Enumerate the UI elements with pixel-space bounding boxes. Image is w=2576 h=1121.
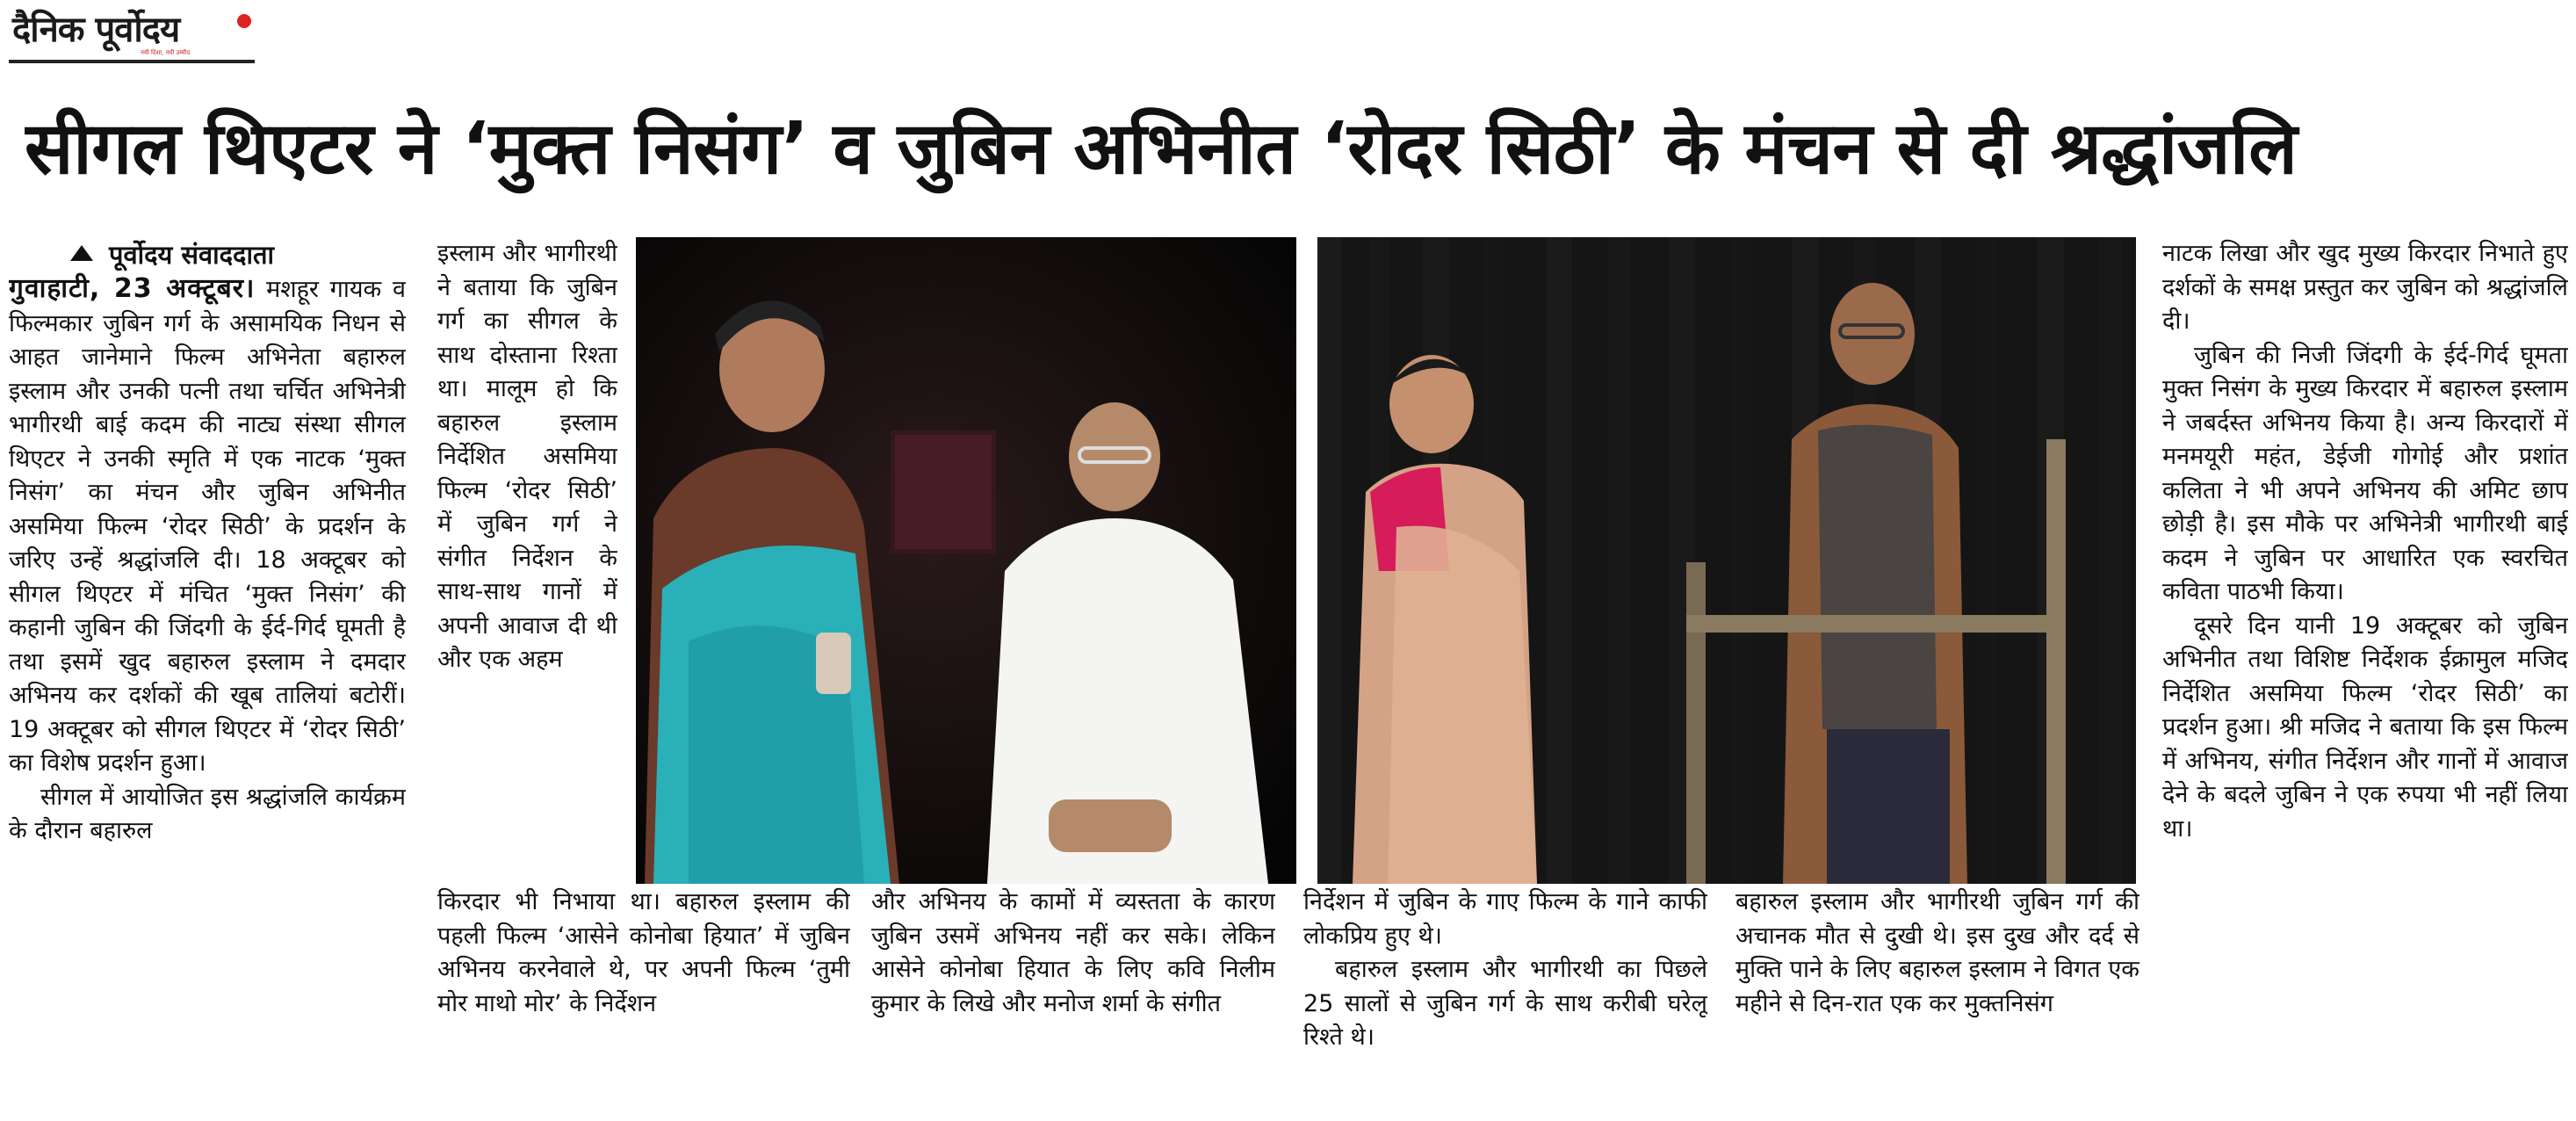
article-paragraph: बहारुल इस्लाम और भागीरथी का पिछले 25 सालों से जुबिन गर्ग के साथ करीबी घरेलू रिश्ते थे।	[1303, 956, 1707, 1051]
masthead-dot-icon	[235, 12, 253, 30]
column-3	[871, 886, 1275, 1116]
stage-photo-right-icon	[1317, 237, 2136, 884]
column-2	[437, 237, 617, 852]
stage-photo-right	[1317, 237, 2136, 884]
masthead-logo: दैनिक पूर्वोदय	[12, 10, 180, 50]
article-paragraph: सीगल में आयोजित इस श्रद्धांजलि कार्यक्रम के दौरान बहारुल	[9, 783, 406, 844]
stage-photo-left-icon	[636, 237, 1296, 884]
headline: सीगल थिएटर ने ‘मुक्त निसंग’ व जुबिन अभिनीत ‘रोदर सिठी’ के मंचन से दी श्रद्धांजलि	[25, 107, 2298, 191]
dateline: गुवाहाटी, 23 अक्टूबर।	[9, 273, 256, 304]
stage-photo-left	[636, 237, 1296, 884]
byline-triangle-icon	[70, 245, 93, 261]
article-paragraph: निर्देशन में जुबिन के गाए फिल्म के गाने काफी लोकप्रिय हुए थे।	[1303, 888, 1707, 950]
paragraph-text: मशहूर गायक व फिल्मकार जुबिन गर्ग के असामयिक निधन से आहत जानेमाने फिल्म अभिनेता बहारुल इस्लाम और उनकी पत्नी तथा चर्चित अभिनेत्री भागीरथी बाई कदम की नाट्य संस्था सीगल थिएटर ने उनकी स्मृति में एक नाटक ‘मुक्त निसंग’ का मंचन और जुबिन अभिनीत असमिया फिल्म ‘रोदर सिठी’ के प्रदर्शन के जरिए उन्हें श्रद्धांजलि दी। 18 अक्टूबर को सीगल थिएटर में मंचित ‘मुक्त निसंग’ की कहानी जुबिन की जिंदगी के ईर्द-गिर्द घूमती है तथा इसमें खुद बहारुल इस्लाम ने दमदार अभिनय कर दर्शकों की खूब तालियां बटोरीं। 19 अक्टूबर को सीगल थिएटर में ‘रोदर सिठी’ का विशेष प्रदर्शन हुआ।	[9, 276, 406, 777]
article-paragraph	[9, 272, 406, 781]
article-paragraph: दूसरे दिन यानी 19 अक्टूबर को जुबिन अभिनीत तथा विशिष्ट निर्देशक ईक्रामुल मजिद निर्देशित असमिया फिल्म ‘रोदर सिठी’ का प्रदर्शन हुआ। श्री मजिद ने बताया कि इस फिल्म में अभिनय, संगीत निर्देशन और गानों में आवाज देने के बदले जुबिन ने एक रुपया भी नहीं लिया था।	[2162, 611, 2568, 843]
column-2-bottom	[437, 886, 850, 1116]
column-5	[1735, 886, 2139, 1116]
column-4	[1303, 886, 1707, 1116]
article-paragraph: इस्लाम और भागीरथी ने बताया कि जुबिन गर्ग का सीगल के साथ दोस्ताना रिश्ता था। मालूम हो कि बहारुल इस्लाम निर्देशित असमिया फिल्म ‘रोदर सिठी’ में जुबिन गर्ग ने संगीत निर्देशन के साथ-साथ गानों में अपनी आवाज दी थी और एक अहम	[437, 240, 617, 673]
article-paragraph: किरदार भी निभाया था। बहारुल इस्लाम की पहली फिल्म ‘आसेने कोनोबा हियात’ में जुबिन अभिनय करनेवाले थे, पर अपनी फिल्म ‘तुमी मोर माथो मोर’ के निर्देशन	[437, 888, 850, 1017]
column-1	[9, 237, 406, 1116]
article-paragraph: जुबिन की निजी जिंदगी के ईर्द-गिर्द घूमता मुक्त निसंग के मुख्य किरदार में बहारुल इस्लाम ने जबर्दस्त अभिनय किया है। अन्य किरदारों में मनमयूरी महंत, डेईजी गोगोई और प्रशांत कलिता ने भी अपने अभिनय की अमिट छाप छोड़ी है। इस मौके पर अभिनेत्री भागीरथी बाई कदम ने जुबिन पर आधारित एक स्वरचित कविता पाठभी किया।	[2162, 341, 2568, 605]
article-paragraph: नाटक लिखा और खुद मुख्य किरदार निभाते हुए दर्शकों के समक्ष प्रस्तुत कर जुबिन को श्रद्धांजलि दी।	[2162, 240, 2568, 335]
column-6	[2162, 237, 2568, 1116]
article-paragraph: और अभिनय के कामों में व्यस्तता के कारण जुबिन उसमें अभिनय नहीं कर सके। लेकिन आसेने कोनोबा हियात के लिए कवि निलीम कुमार के लिखे और मनोज शर्मा के संगीत	[871, 888, 1275, 1017]
byline-text: पूर्वोदय संवाददाता	[109, 240, 275, 270]
masthead-rule	[9, 60, 255, 63]
masthead-tagline: नयी दिशा, नयी उम्मीद	[141, 49, 191, 56]
masthead	[9, 4, 255, 65]
byline	[9, 237, 406, 272]
article-paragraph: बहारुल इस्लाम और भागीरथी जुबिन गर्ग की अचानक मौत से दुखी थे। इस दुख और दर्द से मुक्ति पाने के लिए बहारुल इस्लाम ने विगत एक महीने से दिन-रात एक कर मुक्तनिसंग	[1735, 888, 2139, 1017]
